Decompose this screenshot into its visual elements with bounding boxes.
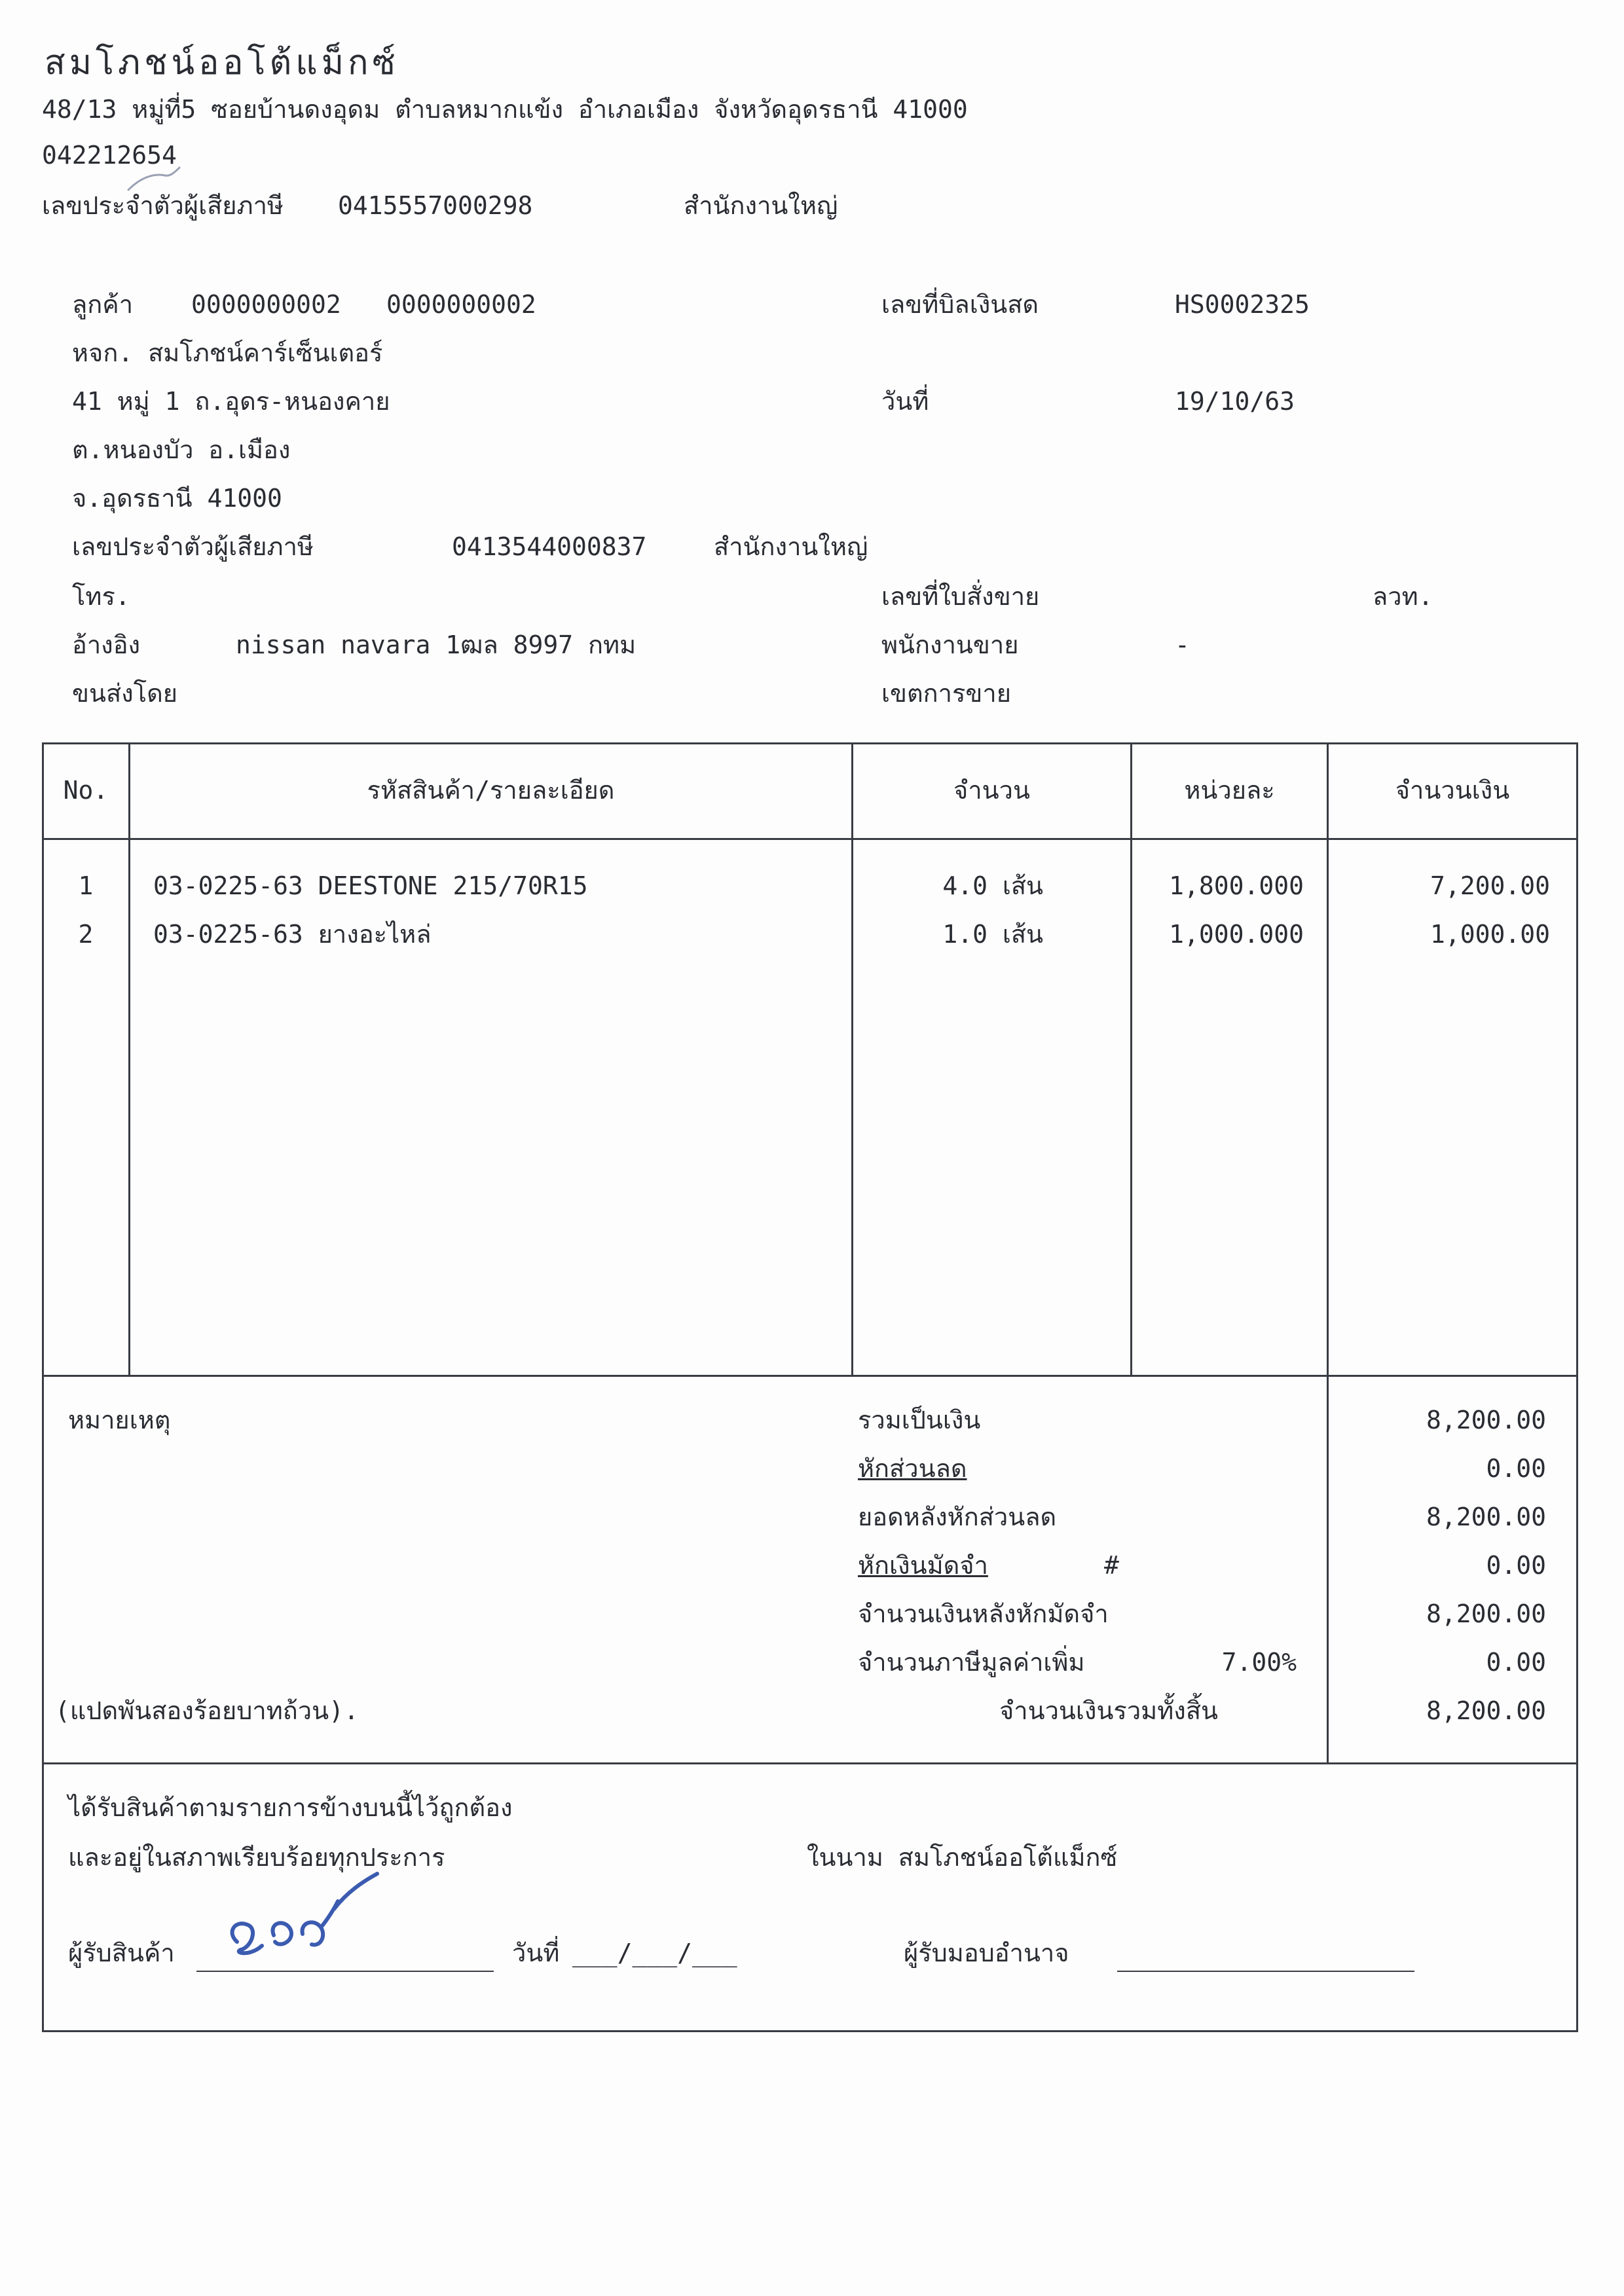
customer-ref-value: nissan navara 1ฒล 8997 กทม — [236, 630, 637, 659]
row-2-description: 03-0225-63 ยางอะไหล่ — [153, 920, 432, 949]
header-unit-price: หน่วยละ — [1184, 776, 1275, 805]
receipt-statement-1: ได้รับสินค้าตามรายการข้างบนนี้ไว้ถูกต้อง — [68, 1793, 513, 1822]
after-deposit-value: 8,200.00 — [1426, 1599, 1546, 1628]
vat-rate: 7.00% — [1221, 1648, 1297, 1677]
customer-address-3: จ.อุดรธานี 41000 — [72, 484, 282, 513]
receipt-statement-2: และอยู่ในสภาพเรียบร้อยทุกประการ — [68, 1843, 445, 1872]
receive-date-blank: ___/___/___ — [572, 1939, 737, 1967]
grand-total-label: จำนวนเงินรวมทั้งสิ้น — [999, 1696, 1218, 1725]
company-phone: 042212654 — [42, 141, 177, 170]
row-1-amount: 7,200.00 — [1430, 871, 1550, 900]
bill-no-value: HS0002325 — [1175, 290, 1310, 319]
company-tax-id: 0415557000298 — [338, 191, 533, 220]
row-2-amount: 1,000.00 — [1430, 920, 1550, 949]
col-divider-qty — [1130, 742, 1132, 1375]
company-tax-label: เลขประจำตัวผู้เสียภาษี — [42, 191, 284, 220]
receiver-signature — [223, 1870, 380, 1975]
row-1-unit-price: 1,800.000 — [1169, 871, 1304, 900]
remark-label: หมายเหตุ — [68, 1406, 171, 1434]
row-1-no: 1 — [78, 871, 94, 900]
salesperson-label: พนักงานขาย — [881, 630, 1019, 659]
after-discount-label: ยอดหลังหักส่วนลด — [858, 1503, 1057, 1531]
customer-address-1: 41 หมู่ 1 ถ.อุดร-หนองคาย — [72, 387, 390, 416]
header-no: No. — [63, 776, 109, 805]
customer-branch: สำนักงานใหญ่ — [714, 532, 868, 561]
row-1-description: 03-0225-63 DEESTONE 215/70R15 — [153, 871, 588, 900]
amount-in-words: (แปดพันสองร้อยบาทถ้วน). — [55, 1696, 359, 1725]
deposit-ref: # — [1104, 1551, 1119, 1580]
receiver-label: ผู้รับสินค้า — [68, 1939, 175, 1967]
customer-address-2: ต.หนองบัว อ.เมือง — [72, 435, 291, 464]
customer-label: ลูกค้า — [72, 290, 134, 319]
customer-tel-label: โทร. — [72, 582, 130, 611]
bill-date-value: 19/10/63 — [1175, 387, 1295, 416]
row-2-no: 2 — [78, 920, 94, 949]
vat-value: 0.00 — [1486, 1648, 1546, 1677]
table-header-divider — [42, 838, 1578, 840]
company-address: 48/13 หมู่ที่5 ซอยบ้านดงอุดม ตำบลหมากแข้ง อำเภอเมือง จังหวัดอุดรธานี 41000 — [42, 95, 968, 124]
row-2-unit-price: 1,000.000 — [1169, 920, 1304, 949]
customer-name: หจก. สมโภชน์คาร์เซ็นเตอร์ — [72, 338, 383, 367]
col-divider-desc — [851, 742, 853, 1375]
header-amount: จำนวนเงิน — [1395, 776, 1510, 805]
bill-no-label: เลขที่บิลเงินสด — [881, 290, 1039, 319]
row-1-quantity: 4.0 เส้น — [942, 871, 1043, 900]
bill-date-label: วันที่ — [881, 387, 929, 416]
subtotal-label: รวมเป็นเงิน — [858, 1406, 981, 1434]
header-quantity: จำนวน — [953, 776, 1030, 805]
header-description: รหัสสินค้า/รายละเอียด — [367, 776, 615, 805]
salesperson-value: - — [1175, 630, 1190, 659]
customer-code-1: 0000000002 — [191, 290, 341, 319]
customer-tax-label: เลขประจำตัวผู้เสียภาษี — [72, 532, 314, 561]
vat-label: จำนวนภาษีมูลค่าเพิ่ม — [858, 1648, 1085, 1677]
receive-date-label: วันที่ — [512, 1939, 560, 1967]
company-name: สมโภชน์ออโต้แม็กซ์ — [45, 43, 399, 82]
col-divider-no — [128, 742, 130, 1375]
company-branch: สำนักงานใหญ่ — [684, 191, 838, 220]
customer-ref-label: อ้างอิง — [72, 630, 141, 659]
after-deposit-label: จำนวนเงินหลังหักมัดจำ — [858, 1599, 1109, 1628]
deposit-label: หักเงินมัดจำ — [858, 1551, 988, 1580]
after-discount-value: 8,200.00 — [1426, 1503, 1546, 1531]
customer-ship-label: ขนส่งโดย — [72, 679, 178, 708]
discount-value: 0.00 — [1486, 1454, 1546, 1483]
table-footer-divider — [42, 1762, 1578, 1764]
table-body-divider — [42, 1375, 1578, 1377]
row-2-quantity: 1.0 เส้น — [942, 920, 1043, 949]
grand-total-value: 8,200.00 — [1426, 1696, 1546, 1725]
sales-order-extra: ลวท. — [1373, 582, 1433, 611]
authorized-signature-line — [1117, 1971, 1414, 1972]
sales-order-label: เลขที่ใบสั่งขาย — [881, 582, 1040, 611]
pen-mark — [124, 164, 183, 196]
subtotal-value: 8,200.00 — [1426, 1406, 1546, 1434]
sales-area-label: เขตการขาย — [881, 679, 1011, 708]
authorized-label: ผู้รับมอบอำนาจ — [904, 1939, 1069, 1967]
on-behalf-of: ในนาม สมโภชน์ออโต้แม็กซ์ — [807, 1843, 1118, 1872]
customer-code-2: 0000000002 — [386, 290, 536, 319]
discount-label: หักส่วนลด — [858, 1454, 967, 1483]
deposit-value: 0.00 — [1486, 1551, 1546, 1580]
customer-tax-id: 0413544000837 — [452, 532, 647, 561]
